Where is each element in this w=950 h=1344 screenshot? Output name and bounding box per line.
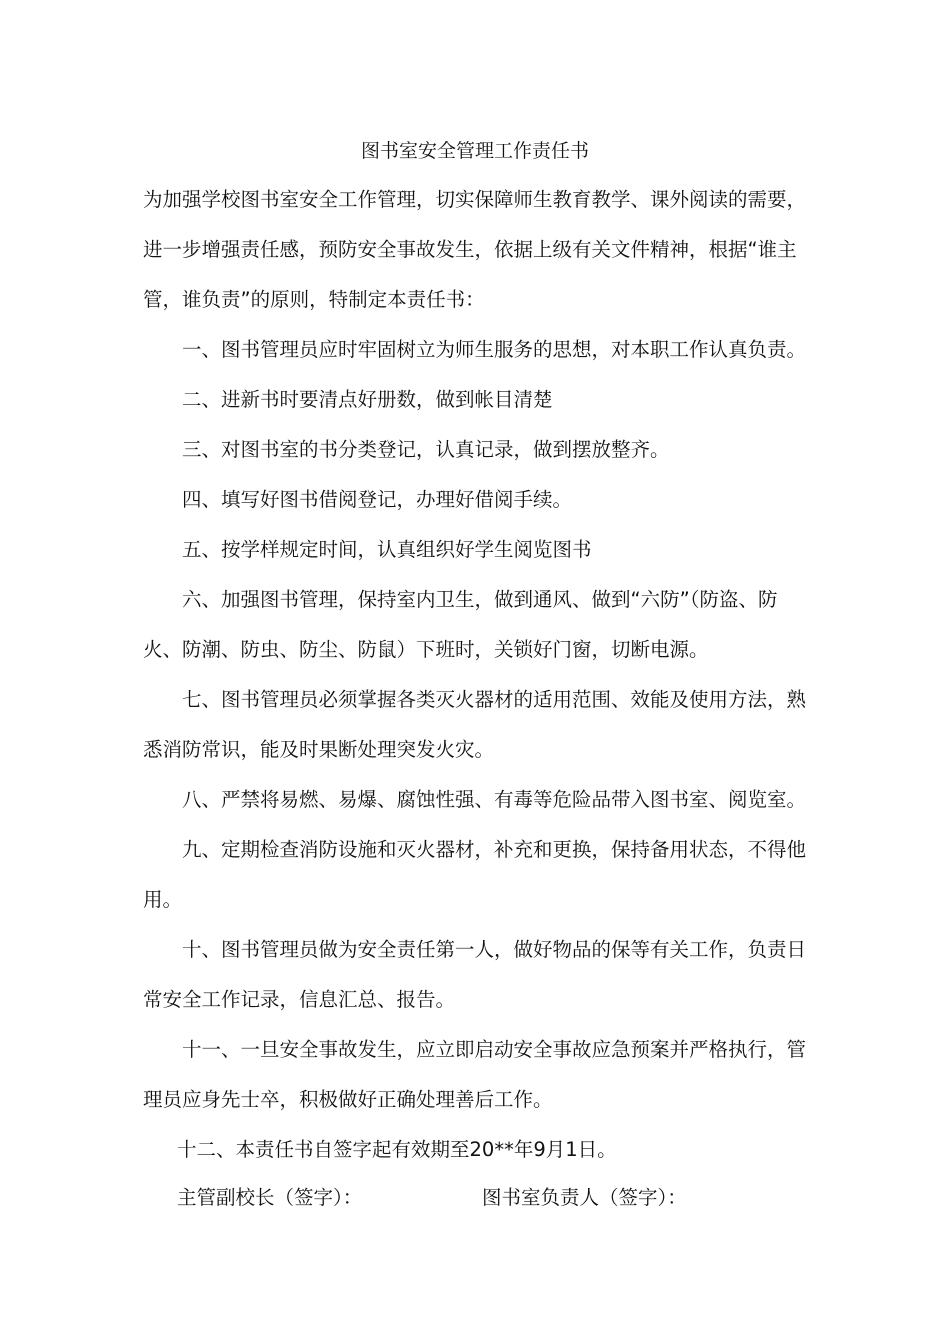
clause-7: 七、图书管理员必须掌握各类灭火器材的适用范围、效能及使用方法，熟 (182, 688, 807, 711)
clause-11-cont: 理员应身先士卒，积极做好正确处理善后工作。 (143, 1088, 553, 1111)
document-title: 图书室安全管理工作责任书 (360, 140, 589, 162)
clause-1: 一、图书管理员应时牢固树立为师生服务的思想，对本职工作认真负责。 (182, 338, 807, 361)
signature-library-head: 图书室负责人（签字）： (482, 1186, 687, 1209)
clause-7-cont: 悉消防常识，能及时果断处理突发火灾。 (143, 738, 495, 761)
clause-3: 三、对图书室的书分类登记，认真记录，做到摆放整齐。 (182, 438, 670, 461)
paragraph-line: 进一步增强责任感，预防安全事故发生，依据上级有关文件精神，根据“谁主 (143, 238, 797, 261)
clause-5: 五、按学样规定时间，认真组织好学生阅览图书 (182, 538, 592, 561)
clause-10-cont: 常安全工作记录，信息汇总、报告。 (143, 988, 456, 1011)
clause-8: 八、严禁将易燃、易爆、腐蚀性强、有毒等危险品带入图书室、阅览室。 (182, 788, 807, 811)
clause-10: 十、图书管理员做为安全责任第一人，做好物品的保等有关工作，负责日 (182, 938, 807, 961)
paragraph-line: 管，谁负责”的原则，特制定本责任书： (143, 288, 485, 311)
clause-4: 四、填写好图书借阅登记，办理好借阅手续。 (182, 488, 573, 511)
clause-6-cont: 火、防潮、防虫、防尘、防鼠）下班时，关锁好门窗，切断电源。 (143, 638, 709, 661)
clause-2: 二、进新书时要清点好册数，做到帐目清楚 (182, 388, 553, 411)
clause-9-cont: 用。 (143, 888, 183, 911)
clause-11: 十一、一旦安全事故发生，应立即启动安全事故应急预案并严格执行，管 (182, 1038, 807, 1061)
signature-vice-principal: 主管副校长（签字）： (177, 1186, 363, 1209)
clause-9: 九、定期检查消防设施和灭火器材，补充和更换，保持备用状态，不得他 (182, 838, 807, 861)
paragraph-line: 为加强学校图书室安全工作管理，切实保障师生教育教学、课外阅读的需要， (143, 188, 807, 211)
clause-6: 六、加强图书管理，保持室内卫生，做到通风、做到“六防”（防盗、防 (182, 588, 778, 611)
clause-12: 十二、本责任书自签字起有效期至20**年9月1日。 (177, 1138, 617, 1161)
